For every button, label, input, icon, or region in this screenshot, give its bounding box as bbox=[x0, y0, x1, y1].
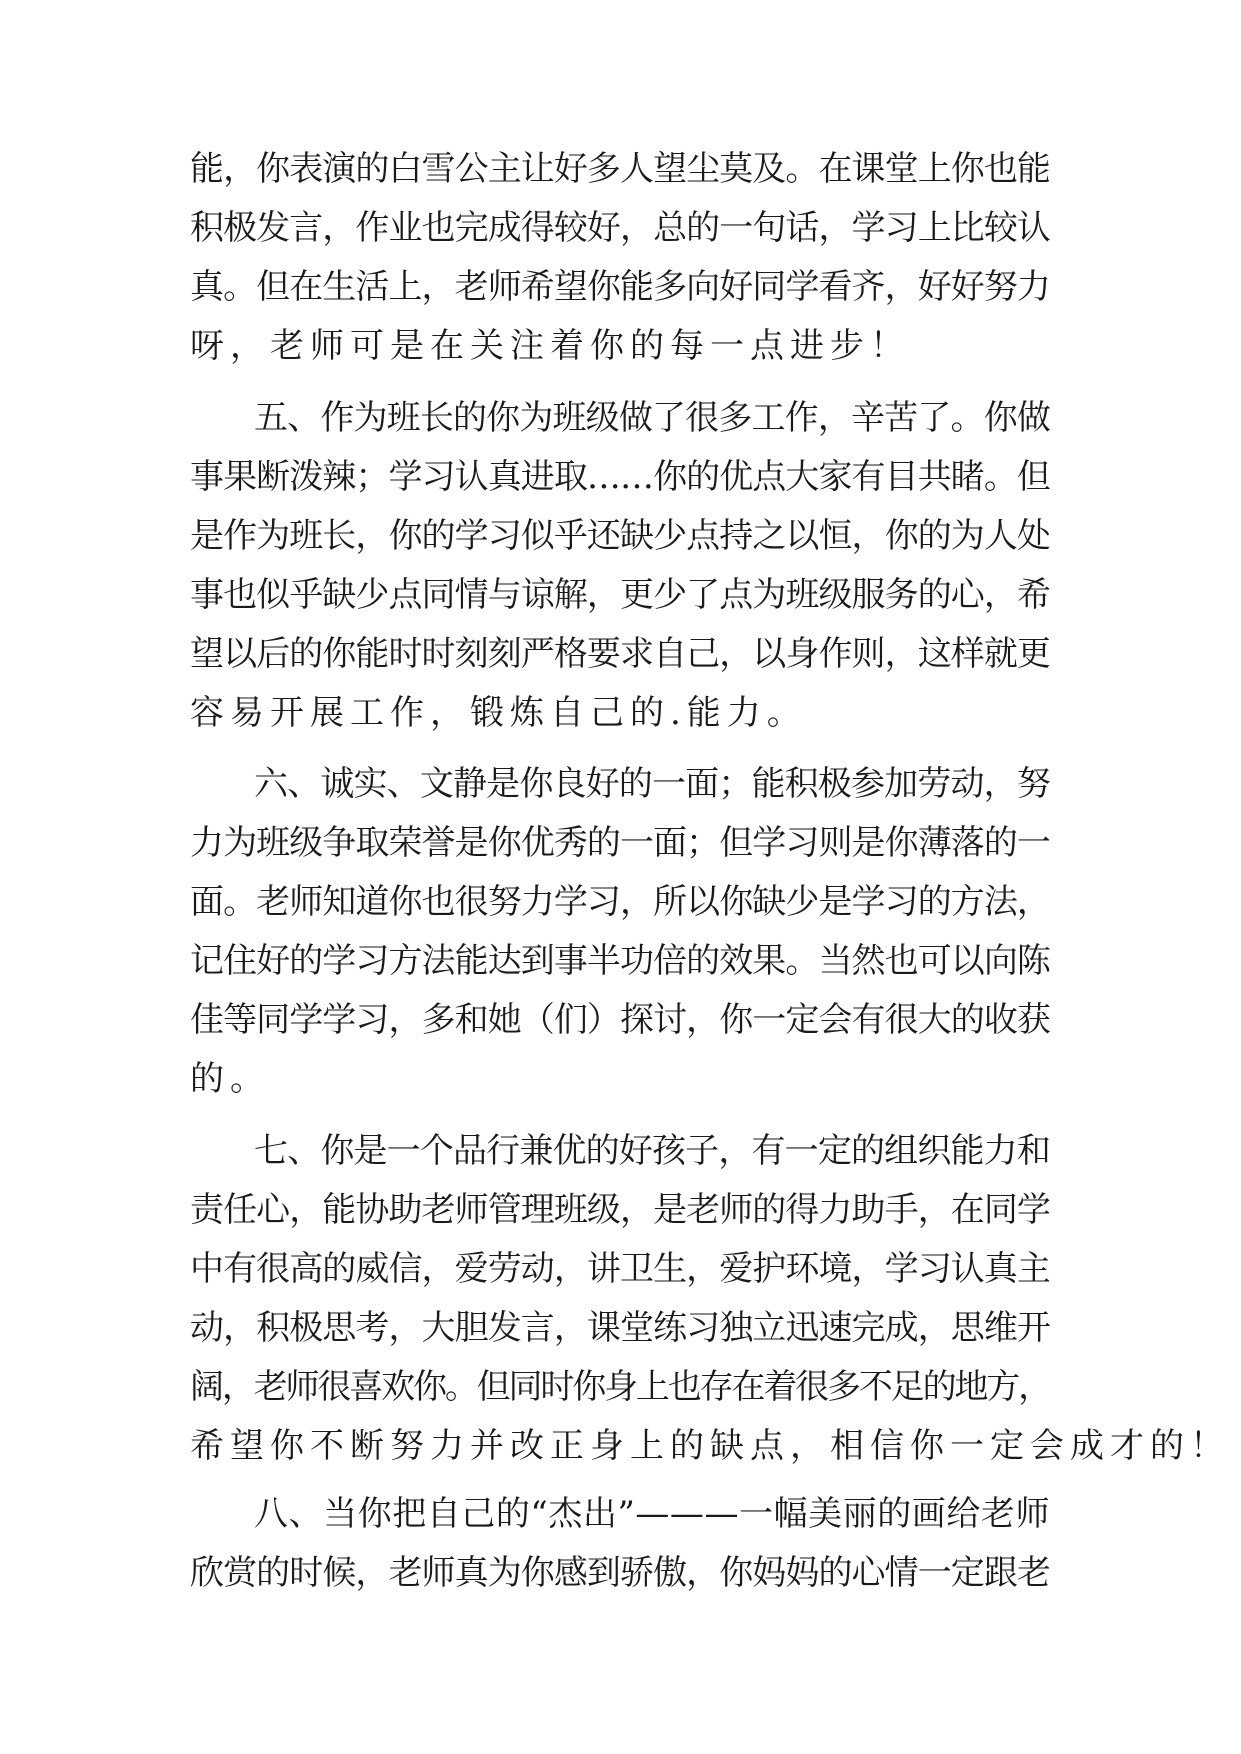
line-text: 呀，老师可是在关注着你的每一点进步！ bbox=[190, 326, 910, 366]
line-text: 阔，老师很喜欢你。但同时你身上也存在着很多不足的地方， bbox=[190, 1367, 1050, 1407]
line-text: 佳等同学学习，多和她（们）探讨，你一定会有很大的收获 bbox=[190, 1000, 1050, 1040]
line-text: 力为班级争取荣誉是你优秀的一面；但学习则是你薄落的一 bbox=[190, 823, 1050, 863]
line-text: 事果断泼辣；学习认真进取……你的优点大家有目共睹。但 bbox=[190, 457, 1050, 497]
line-text: 七、你是一个品行兼优的好孩子，有一定的组织能力和 bbox=[254, 1131, 1050, 1171]
line-text: 八、当你把自己的“杰出”———一幅美丽的画给老师 bbox=[254, 1494, 1050, 1534]
line-text: 希望你不断努力并改正身上的缺点，相信你一定会成才的！ bbox=[190, 1426, 1230, 1466]
line-text: 容易开展工作，锻炼自己的.能力。 bbox=[190, 693, 807, 733]
line-text: 欣赏的时候，老师真为你感到骄傲，你妈妈的心情一定跟老 bbox=[190, 1553, 1050, 1593]
line-text: 真。但在生活上，老师希望你能多向好同学看齐，好好努力 bbox=[190, 267, 1050, 307]
line-text: 记住好的学习方法能达到事半功倍的效果。当然也可以向陈 bbox=[190, 941, 1050, 981]
line-text: 望以后的你能时时刻刻严格要求自己，以身作则，这样就更 bbox=[190, 634, 1050, 674]
line-text: 六、诚实、文静是你良好的一面；能积极参加劳动，努 bbox=[254, 764, 1050, 804]
line-text: 责任心，能协助老师管理班级，是老师的得力助手，在同学 bbox=[190, 1190, 1050, 1230]
line-text: 五、作为班长的你为班级做了很多工作，辛苦了。你做 bbox=[254, 398, 1050, 438]
line-text: 事也似乎缺少点同情与谅解，更少了点为班级服务的心，希 bbox=[190, 575, 1050, 615]
line-text: 积极发言，作业也完成得较好，总的一句话，学习上比较认 bbox=[190, 208, 1050, 248]
line-text: 的。 bbox=[190, 1059, 270, 1099]
line-text: 是作为班长，你的学习似乎还缺少点持之以恒，你的为人处 bbox=[190, 516, 1050, 556]
line-text: 面。老师知道你也很努力学习，所以你缺少是学习的方法， bbox=[190, 882, 1050, 922]
line-text: 动，积极思考，大胆发言，课堂练习独立迅速完成，思维开 bbox=[190, 1308, 1050, 1348]
line-text: 中有很高的威信，爱劳动，讲卫生，爱护环境，学习认真主 bbox=[190, 1249, 1050, 1289]
line-text: 能，你表演的白雪公主让好多人望尘莫及。在课堂上你也能 bbox=[190, 149, 1050, 189]
